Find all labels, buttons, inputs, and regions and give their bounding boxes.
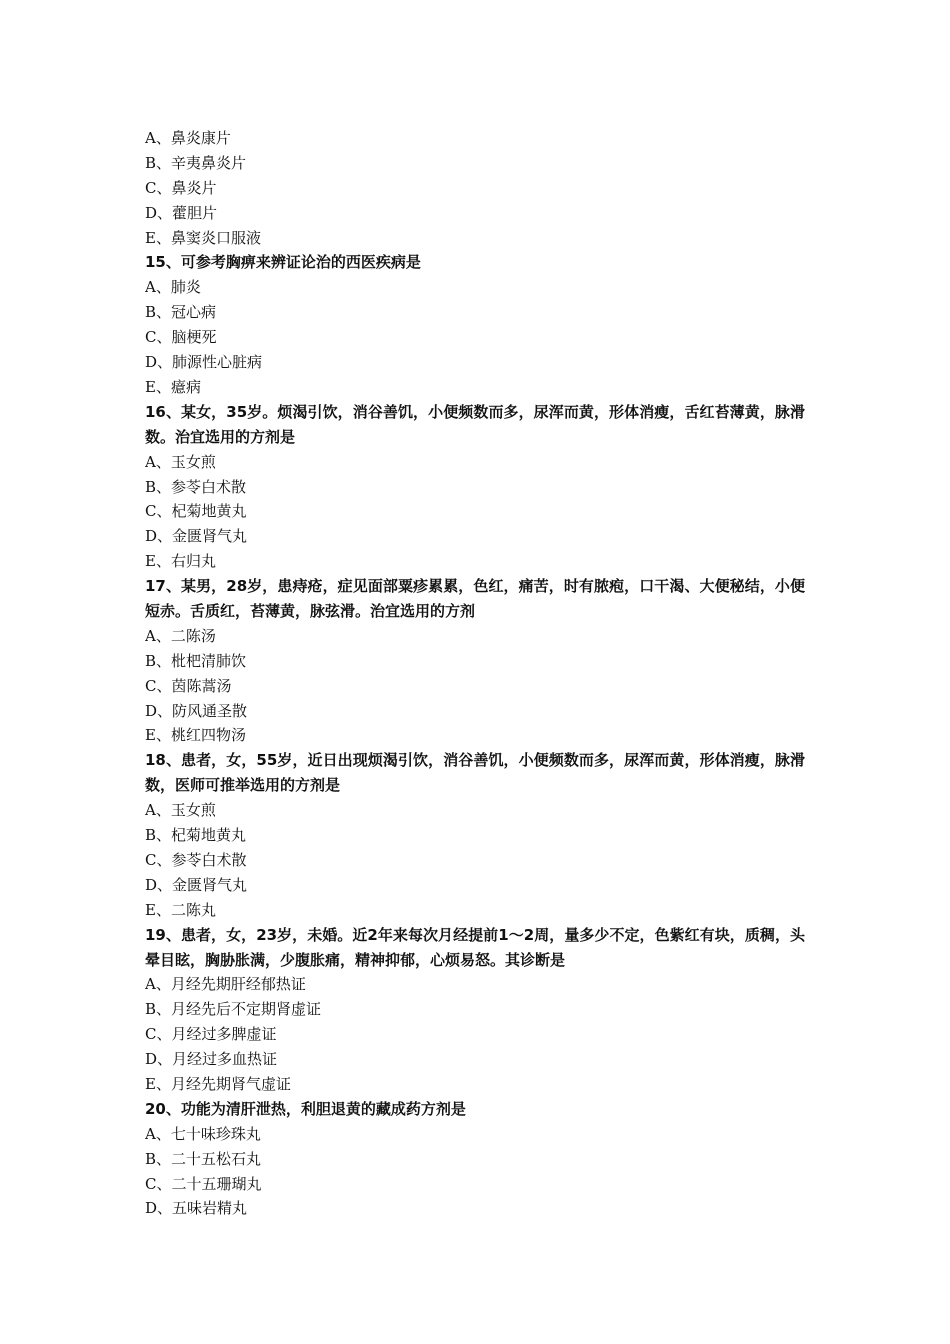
- question-block-18: [145, 748, 805, 922]
- question-text: 20、功能为清肝泄热，利胆退黄的藏成药方剂是: [145, 1099, 466, 1118]
- option-b: B、杞菊地黄丸: [145, 826, 247, 845]
- option-b: B、辛夷鼻炎片: [145, 153, 247, 172]
- question-text: 16、某女，35岁。烦渴引饮，消谷善饥，小便频数而多，尿浑而黄，形体消瘦，舌红苔薄黄，脉滑数。治宜选用的方剂是: [145, 402, 805, 446]
- option-a: A、肺炎: [145, 278, 201, 297]
- option-d: D、金匮肾气丸: [145, 527, 248, 546]
- option-c: C、茵陈蒿汤: [145, 676, 232, 695]
- question-text: 19、患者，女，23岁，未婚。近2年来每次月经提前1～2周，量多少不定，色紫红有块，质稠，头晕目眩，胸胁胀满，少腹胀痛，精神抑郁，心烦易怒。其诊断是: [145, 925, 805, 969]
- option-e: E、鼻窦炎口服液: [145, 228, 261, 247]
- option-a: A、玉女煎: [145, 452, 216, 471]
- option-e: E、二陈丸: [145, 900, 216, 919]
- question-text: 15、可参考胸痹来辨证论治的西医疾病是: [145, 253, 421, 272]
- option-b: B、枇杷清肺饮: [145, 651, 247, 670]
- option-d: D、月经过多血热证: [145, 1050, 278, 1069]
- option-b: B、二十五松石丸: [145, 1149, 262, 1168]
- option-b: B、参苓白术散: [145, 477, 247, 496]
- question-block-16: [145, 400, 805, 574]
- option-a: A、鼻炎康片: [145, 129, 231, 147]
- question-block-15: [145, 250, 805, 399]
- option-a: A、玉女煎: [145, 801, 216, 820]
- question-block-14: [145, 126, 805, 250]
- question-text: 17、某男，28岁，患痔疮，症见面部粟疹累累，色红，痛苦，时有脓疱，口干渴、大便秘结，小便短赤。舌质红，苔薄黄，脉弦滑。治宜选用的方剂: [145, 577, 805, 620]
- option-d: D、金匮肾气丸: [145, 875, 248, 894]
- question-text: 18、患者，女，55岁，近日出现烦渴引饮，消谷善饥，小便频数而多，尿浑而黄，形体消瘦，脉滑数，医师可推举选用的方剂是: [145, 751, 805, 795]
- option-c: C、月经过多脾虚证: [145, 1025, 277, 1044]
- question-block-19: [145, 923, 805, 1097]
- document-page: [145, 126, 805, 1221]
- option-a: A、七十味珍珠丸: [145, 1124, 261, 1143]
- option-d: D、防风通圣散: [145, 701, 248, 720]
- option-b: B、冠心病: [145, 303, 217, 322]
- question-block-17: [145, 574, 805, 748]
- option-a: A、二陈汤: [145, 626, 216, 645]
- option-d: D、藿胆片: [145, 203, 218, 222]
- option-e: E、月经先期肾气虚证: [145, 1074, 291, 1093]
- option-e: E、桃红四物汤: [145, 726, 246, 745]
- option-b: B、月经先后不定期肾虚证: [145, 1000, 322, 1019]
- option-c: C、鼻炎片: [145, 178, 217, 197]
- option-e: E、癔病: [145, 377, 201, 396]
- option-a: A、月经先期肝经郁热证: [145, 975, 306, 994]
- question-block-20: [145, 1097, 805, 1221]
- option-c: C、脑梗死: [145, 328, 217, 347]
- option-c: C、二十五珊瑚丸: [145, 1174, 262, 1193]
- option-e: E、右归丸: [145, 552, 216, 571]
- option-c: C、杞菊地黄丸: [145, 502, 247, 521]
- option-d: D、肺源性心脏病: [145, 353, 263, 372]
- option-c: C、参苓白术散: [145, 850, 247, 869]
- option-d: D、五味岩精丸: [145, 1199, 248, 1218]
